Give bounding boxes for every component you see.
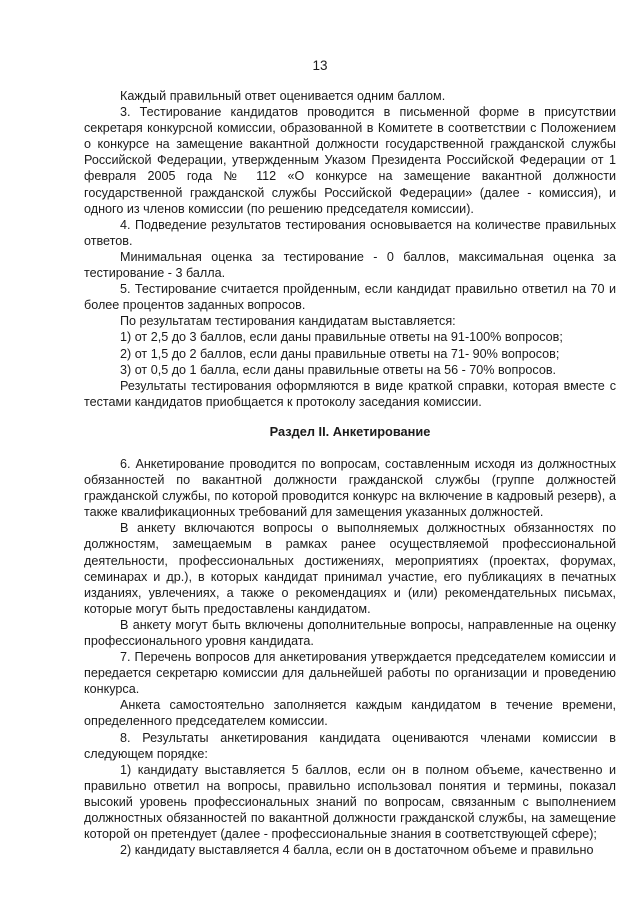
paragraph: Результаты тестирования оформляются в виде краткой справки, которая вместе с тестами кандидатов приобщается к протоколу заседания комиссии. — [84, 378, 616, 409]
paragraph: Минимальная оценка за тестирование - 0 баллов, максимальная оценка за тестирование - 3 балла. — [84, 249, 616, 281]
paragraph: 4. Подведение результатов тестирования основывается на количестве правильных ответов. — [84, 217, 616, 248]
paragraph: В анкету включаются вопросы о выполняемых должностных обязанностях по должностям, замещаемым в рамках ранее осуществляемой профессиональной деятельности, профессиональных достижениях, мероприятиях (проектах, форумах, семинарах и др.), в которых кандидат принимал участие, его публикациях в печатных изданиях, увлечениях, а также о рекомендациях и (или) рекомендательных письмах, которые могут быть предоставлены кандидатом. — [84, 521, 616, 616]
paragraph: 5. Тестирование считается пройденным, если кандидат правильно ответил на 70 и более процентов заданных вопросов. — [84, 282, 616, 313]
paragraph: Каждый правильный ответ оценивается одним баллом. — [120, 89, 446, 103]
list-item: 1) кандидату выставляется 5 баллов, если он в полном объеме, качественно и правильно ответил на вопросы, правильно использовал понятия и термины, показал высокий уровень профессиональных знаний по вопросам, связанным с выполнением должностных обязанностей по вакантной должности гражданской службы, на замещение которой он претендует (далее - профессиональные знания в соответствующей сфере); — [84, 762, 616, 842]
list-item: 3) от 0,5 до 1 балла, если даны правильные ответы на 56 - 70% вопросов. — [120, 362, 557, 377]
paragraph: 7. Перечень вопросов для анкетирования утверждается председателем комиссии и передается секретарю комиссии для дальнейшей работы по организации и проведению конкурса. — [84, 650, 616, 697]
paragraph: Анкета самостоятельно заполняется каждым кандидатом в течение времени, определенного председателем комиссии. — [84, 698, 616, 729]
list-item: 2) кандидату выставляется 4 балла, если он в достаточном объеме и правильно — [120, 843, 594, 858]
paragraph: 8. Результаты анкетирования кандидата оцениваются членами комиссии в следующем порядке: — [84, 730, 616, 761]
paragraph: 6. Анкетирование проводится по вопросам, составленным исходя из должностных обязанностей по вакантной должности гражданской службы (группе должностей гражданской службы, по которой проводится конкурс на включение в кадровый резерв), а также квалификационных требований для замещения указанных должностей. — [84, 456, 616, 520]
list-item: 1) от 2,5 до 3 баллов, если даны правильные ответы на 91-100% вопросов; — [120, 330, 563, 345]
document-body — [84, 88, 616, 858]
list-item: 2) от 1,5 до 2 баллов, если даны правильные ответы на 71- 90% вопросов; — [120, 346, 560, 361]
paragraph: По результатам тестирования кандидатам выставляется: — [120, 314, 456, 329]
section-title: Раздел II. Анкетирование — [269, 423, 431, 439]
paragraph: В анкету могут быть включены дополнительные вопросы, направленные на оценку профессионального уровня кандидата. — [84, 617, 616, 648]
paragraph: 3. Тестирование кандидатов проводится в письменной форме в присутствии секретаря конкурсной комиссии, образованной в Комитете в соответствии с Положением о конкурсе на замещение вакантной должности государственной гражданской службы Российской Федерации, утвержденным Указом Президента Российской Федерации от 1 февраля 2005 года № 112 «О конкурсе на замещение вакантной должности государственной гражданской службы Российской Федерации» (далее - комиссия), и одного из членов комиссии (по решению председателя комиссии). — [84, 105, 616, 216]
page-number: 13 — [312, 58, 328, 73]
